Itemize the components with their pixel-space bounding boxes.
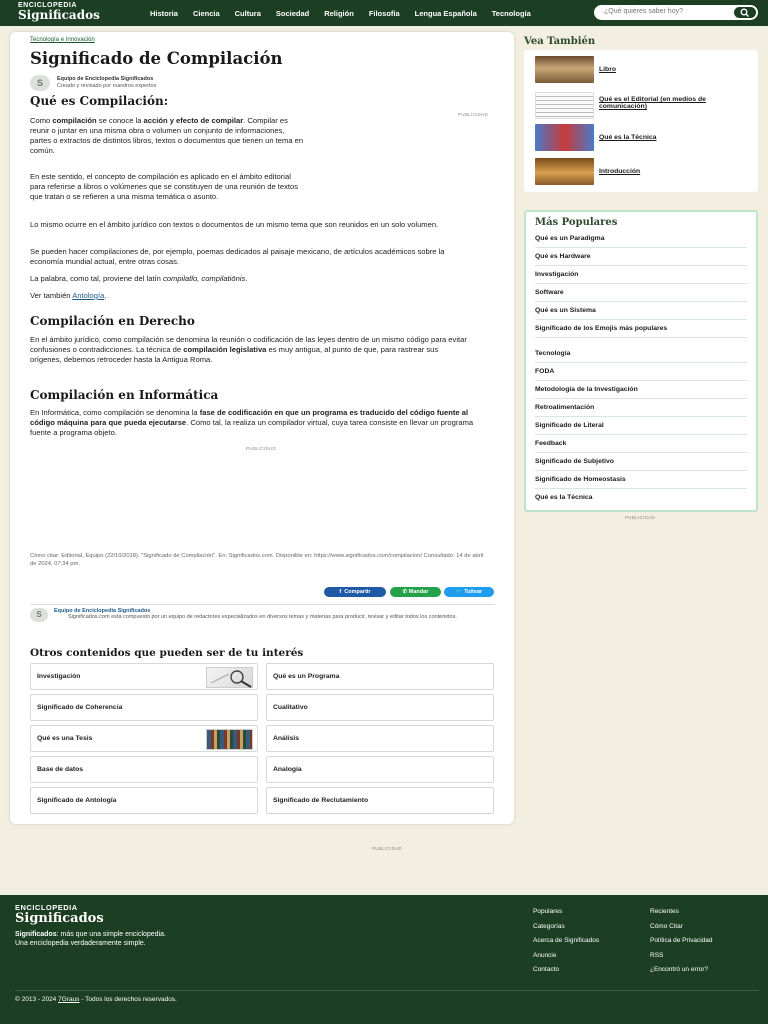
popular-item[interactable]: Feedback <box>535 435 747 453</box>
related-item-programa[interactable]: Qué es un Programa <box>266 663 494 690</box>
section-title-derecho: Compilación en Derecho <box>30 314 195 328</box>
see-also-item-libro[interactable]: Libro <box>535 56 757 84</box>
footer-links-col1 <box>533 908 599 981</box>
antologia-link[interactable]: Antología <box>72 291 105 300</box>
technique-thumbnail-icon <box>535 124 594 151</box>
related-item-base-de-datos[interactable]: Base de datos <box>30 756 258 783</box>
author-bio-name[interactable]: Equipo de Enciclopedia Significados <box>54 608 151 614</box>
nav-filosofia[interactable]: Filosofía <box>368 8 400 18</box>
popular-item[interactable]: Significado de Literal <box>535 417 747 435</box>
logo-bottom-text: Significados <box>18 8 100 22</box>
related-grid <box>30 663 494 814</box>
see-also-item-introduccion[interactable]: Introducción <box>535 158 757 186</box>
nav-cultura[interactable]: Cultura <box>234 8 261 18</box>
related-item-cualitativo[interactable]: Cualitativo <box>266 694 494 721</box>
popular-box <box>524 210 758 512</box>
footer-link-error[interactable]: ¿Encontró un error? <box>650 966 709 973</box>
share-whatsapp-button[interactable]: ✆ Mandar <box>390 587 441 597</box>
paragraph-7: En el ámbito jurídico, como compilación se denomina la reunión o codificación de las leyes dentro de un mismo código para evitar confusiones o contradicciones. La técnica de compilación legislativa es muy antigua, al punto de que, para rastrear sus orígenes, debemos retroceder hasta la Antigua Roma. <box>30 335 467 364</box>
related-item-reclutamiento[interactable]: Significado de Reclutamiento <box>266 787 494 814</box>
footer-link-como-citar[interactable]: Cómo Citar <box>650 922 683 930</box>
section-title-informatica: Compilación en Informática <box>30 388 219 402</box>
related-item-tesis[interactable]: Qué es una Tesis <box>30 725 258 752</box>
share-twitter-button[interactable]: 🐦 Tuitear <box>444 587 494 597</box>
breadcrumb[interactable]: Tecnología e Innovación <box>30 37 95 43</box>
related-item-investigacion[interactable]: Investigación <box>30 663 258 690</box>
footer-link-privacidad[interactable]: Política de Privacidad <box>650 937 713 944</box>
site-logo[interactable] <box>18 2 100 21</box>
see-also-item-editorial[interactable]: Qué es el Editorial (en medios de comunicación) <box>535 92 757 120</box>
site-header <box>0 0 768 26</box>
see-also-box <box>524 50 758 192</box>
nav-lengua-espanola[interactable]: Lengua Española <box>414 8 477 18</box>
share-facebook-button[interactable]: f Compartir <box>324 587 386 597</box>
author-bio-description: Significados.com está compuesto por un equipo de redactores especializados en diversos temas y materias para producir, revisar y editar todos los contenidos. <box>68 614 457 620</box>
search-icon <box>740 8 750 17</box>
footer-logo-bottom: Significados <box>15 910 104 926</box>
author-role: Creado y revisado por nuestros expertos <box>57 83 157 89</box>
nav-sociedad[interactable]: Sociedad <box>275 8 310 18</box>
related-item-analisis[interactable]: Análisis <box>266 725 494 752</box>
logo-top-text: ENCICLOPEDIA <box>18 2 77 9</box>
popular-item[interactable]: Significado de Subjetivo <box>535 453 747 471</box>
popular-item[interactable]: Qué es la Técnica <box>535 494 593 501</box>
footer-link-anuncie[interactable]: Anuncie <box>533 951 557 959</box>
footer-divider <box>15 990 759 991</box>
nav-historia[interactable]: Historia <box>150 8 178 18</box>
page-title: Significado de Compilación <box>30 49 283 68</box>
footer-link-rss[interactable]: RSS <box>650 951 664 959</box>
ad-label: PUBLICIDAD <box>458 112 489 117</box>
related-item-analogia[interactable]: Analogía <box>266 756 494 783</box>
magnifier-thumbnail-icon <box>206 667 253 688</box>
ad-label: PUBLICIDAD <box>625 515 656 520</box>
section-title-que-es: Qué es Compilación: <box>30 94 169 108</box>
author-avatar-icon: S <box>30 75 50 91</box>
ad-label: PUBLICIDAD <box>246 446 277 451</box>
paragraph-4: Se pueden hacer compilaciones de, por ejemplo, poemas dedicados al paisaje mexicano, de artículos académicos sobre la economía mundial actual, entre otras cosas. <box>30 247 445 266</box>
author-name[interactable]: Equipo de Enciclopedia Significados <box>57 76 154 82</box>
book-thumbnail-icon <box>535 56 594 83</box>
paragraph-6: Ver también Antología. <box>30 291 107 300</box>
footer-link-categorias[interactable]: Categorías <box>533 922 565 930</box>
popular-item[interactable]: Qué es un Paradigma <box>535 230 747 248</box>
search-input[interactable] <box>594 5 758 20</box>
footer-logo[interactable] <box>15 904 104 925</box>
popular-item[interactable]: Qué es un Sistema <box>535 302 747 320</box>
popular-item[interactable]: Qué es Hardware <box>535 248 747 266</box>
paragraph-3: Lo mismo ocurre en el ámbito jurídico con textos o documentos de un mismo tema que son reunidos en un solo volumen. <box>30 220 439 229</box>
footer-link-acerca[interactable]: Acerca de Significados <box>533 937 600 944</box>
popular-item[interactable]: Significado de los Emojis más populares <box>535 320 747 338</box>
divider <box>30 604 495 605</box>
introduction-thumbnail-icon <box>535 158 594 185</box>
popular-item[interactable]: Significado de Homeostasis <box>535 471 747 489</box>
paragraph-5: La palabra, como tal, proviene del latín compilatĭo, compilatiōnis. <box>30 274 248 283</box>
site-footer <box>0 895 768 1024</box>
paragraph-1: Como compilación se conoce la acción y efecto de compilar. Compilar es reunir o juntar en una misma obra o volumen un conjunto de informaciones, partes o extractos de distintos libros, textos o documentos que tienen un tema en común. <box>30 116 304 155</box>
see-also-item-tecnica[interactable]: Qué es la Técnica <box>535 124 757 152</box>
see-also-title: Vea También <box>524 36 596 47</box>
popular-item[interactable]: Retroalimentación <box>535 399 747 417</box>
footer-link-recientes[interactable]: Recientes <box>650 908 679 915</box>
nav-religion[interactable]: Religión <box>324 8 354 18</box>
paragraph-2: En este sentido, el concepto de compilación es aplicado en el ámbito editorial para referirse a libros o volúmenes que se constituyen de una reunión de textos que tratan o se refieren a una misma temática o asunto. <box>30 172 299 201</box>
footer-link-contacto[interactable]: Contacto <box>533 966 560 973</box>
popular-item[interactable]: Tecnología <box>535 345 747 363</box>
author-avatar-icon: S <box>30 608 48 622</box>
popular-item[interactable]: Investigación <box>535 266 747 284</box>
related-title: Otros contenidos que pueden ser de tu interés <box>30 647 304 659</box>
paragraph-8: En Informática, como compilación se denomina la fase de codificación en que un programa es traducido del código fuente al código máquina para que pueda ejecutarse. Como tal, la realiza un compilador virtual, cuya tarea consiste en llevar un programa fuente a programa objeto. <box>30 408 474 437</box>
search-placeholder: ¿Qué quieres saber hoy? <box>604 8 683 15</box>
related-item-antologia[interactable]: Significado de Antología <box>30 787 258 814</box>
popular-title: Más Populares <box>535 217 618 228</box>
citation-text: Cómo citar: Editorial, Equipo (22/10/2018). "Significado de Compilación". En: Significados.com. Disponible en: https://www.significados.com/compilacion/ Consultado: 14 de abril de 2024, 07:34 pm. <box>30 553 484 567</box>
document-thumbnail-icon <box>535 92 594 119</box>
nav-ciencia[interactable]: Ciencia <box>192 8 220 18</box>
footer-tagline: Significados: más que una simple enciclopedia. Una enciclopedia verdaderamente simple. <box>15 931 166 947</box>
footer-link-populares[interactable]: Populares <box>533 908 563 915</box>
footer-copyright: © 2013 - 2024 7Graus - Todos los derechos reservados. <box>15 996 177 1003</box>
footer-links-col2 <box>650 908 713 981</box>
search-button[interactable] <box>734 7 756 18</box>
ad-label: PUBLICIDAD <box>372 846 403 851</box>
popular-list <box>535 230 747 507</box>
footer-link-7graus[interactable]: 7Graus <box>58 996 80 1003</box>
popular-item[interactable]: FODA <box>535 363 747 381</box>
books-thumbnail-icon <box>206 729 253 750</box>
footer-logo-top: ENCICLOPEDIA <box>15 903 78 912</box>
popular-item[interactable]: Software <box>535 284 747 302</box>
popular-item[interactable]: Metodología de la Investigación <box>535 381 747 399</box>
nav-tecnologia[interactable]: Tecnología <box>491 8 531 18</box>
related-item-coherencia[interactable]: Significado de Coherencia <box>30 694 258 721</box>
main-nav <box>150 0 546 26</box>
article-card <box>10 32 514 824</box>
